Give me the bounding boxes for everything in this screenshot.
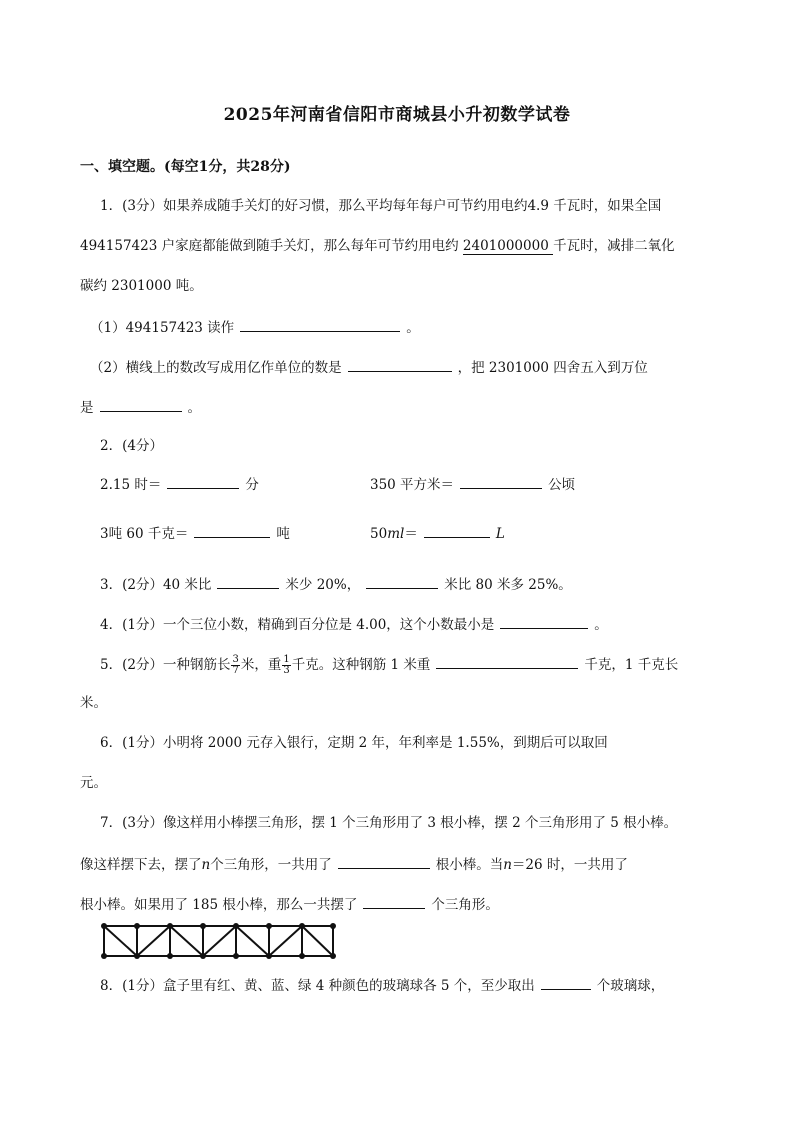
q1-line2: 494157423 户家庭都能做到随手关灯，那么每年可节约用电约 2401000000 千瓦时，减排二氧化 [80, 238, 675, 254]
triangle-stick-diagram [100, 922, 340, 962]
diagonal-stick [302, 926, 333, 956]
q2-head: 2．(4分） [100, 438, 163, 454]
joint-dot [134, 953, 140, 959]
joint-dot [200, 923, 206, 929]
q1-sub1: （1）494157423 读作 。 [90, 317, 420, 337]
joint-dot [266, 953, 272, 959]
joint-dot [330, 953, 336, 959]
answer-blank[interactable] [363, 894, 425, 909]
q1-line3: 碳约 2301000 吨。 [80, 278, 203, 294]
q7-line3: 根小棒。如果用了 185 根小棒，那么一共摆了 个三角形。 [80, 894, 499, 914]
answer-blank[interactable] [541, 975, 591, 990]
answer-blank[interactable] [460, 474, 542, 489]
q6-line1: 6．(1分）小明将 2000 元存入银行，定期 2 年，年利率是 1.55%，到期后可以取回 [100, 735, 608, 751]
q3-line: 3．(2分）40 米比 米少 20%， 米比 80 米多 25%。 [100, 574, 572, 594]
q1-underlined-number: 2401000000 [462, 238, 554, 254]
joint-dot [233, 923, 239, 929]
answer-blank[interactable] [217, 574, 279, 589]
joint-dot [233, 953, 239, 959]
q2-item-a: 2.15 时＝ 分 [100, 474, 259, 494]
answer-blank[interactable] [366, 574, 438, 589]
q1-line1: 1．(3分）如果养成随手关灯的好习惯，那么平均每年每户可节约用电约4.9 千瓦时，如果全国 [100, 198, 662, 214]
answer-blank[interactable] [500, 614, 588, 629]
joint-dot [101, 953, 107, 959]
answer-blank[interactable] [194, 523, 270, 538]
diagonal-stick [170, 926, 203, 956]
joint-dot [167, 923, 173, 929]
q6-line2: 元。 [80, 775, 107, 791]
answer-blank[interactable] [100, 397, 182, 412]
q2-item-b: 350 平方米＝ 公顷 [370, 474, 575, 494]
q1-sub2-cont: 是 。 [80, 397, 201, 417]
q1-sub2: （2）横线上的数改写成用亿作单位的数是 ，把 2301000 四舍五入到万位 [90, 357, 648, 377]
diagonal-stick [203, 926, 236, 956]
fraction: $\frac{3}{7}$ [232, 654, 239, 676]
diagonal-stick [137, 926, 170, 956]
q4-line: 4．(1分）一个三位小数，精确到百分位是 4.00，这个小数最小是 。 [100, 614, 608, 634]
answer-blank[interactable] [167, 474, 239, 489]
q2-item-d: 50ml＝ L [370, 523, 505, 543]
joint-dot [134, 923, 140, 929]
fraction: $\frac{1}{3}$ [283, 654, 290, 676]
q2-item-c: 3吨 60 千克＝ 吨 [100, 523, 290, 543]
joint-dot [299, 923, 305, 929]
section-heading-fill-in: 一、填空题。(每空1分，共28分) [80, 159, 291, 175]
joint-dot [330, 923, 336, 929]
q7-line2: 像这样摆下去，摆了n个三角形，一共用了 根小棒。当n＝26 时，一共用了 [80, 854, 628, 874]
joint-dot [167, 953, 173, 959]
page-title: 2025年河南省信阳市商城县小升初数学试卷 [223, 105, 571, 125]
answer-blank[interactable] [424, 523, 490, 538]
q5-line1: 5．(2分）一种钢筋长 $\frac{3}{7}$ 米，重 $\frac{1}{3}$ 千克。这种钢筋 1 米重 千克，1 千克长 [100, 654, 679, 676]
joint-dot [266, 923, 272, 929]
q8-line: 8．(1分）盒子里有红、黄、蓝、绿 4 种颜色的玻璃球各 5 个，至少取出 个玻璃球， [100, 975, 664, 995]
q5-line2: 米。 [80, 695, 107, 711]
answer-blank[interactable] [348, 357, 452, 372]
joint-dot [101, 923, 107, 929]
diagonal-stick [104, 926, 137, 956]
diagonal-stick [269, 926, 302, 956]
joint-dot [299, 953, 305, 959]
diagonal-stick [236, 926, 269, 956]
answer-blank[interactable] [338, 854, 430, 869]
q7-line1: 7．(3分）像这样用小棒摆三角形，摆 1 个三角形用了 3 根小棒，摆 2 个三角形用了 5 根小棒。 [100, 815, 678, 831]
answer-blank[interactable] [240, 317, 400, 332]
answer-blank[interactable] [436, 654, 578, 669]
joint-dot [200, 953, 206, 959]
